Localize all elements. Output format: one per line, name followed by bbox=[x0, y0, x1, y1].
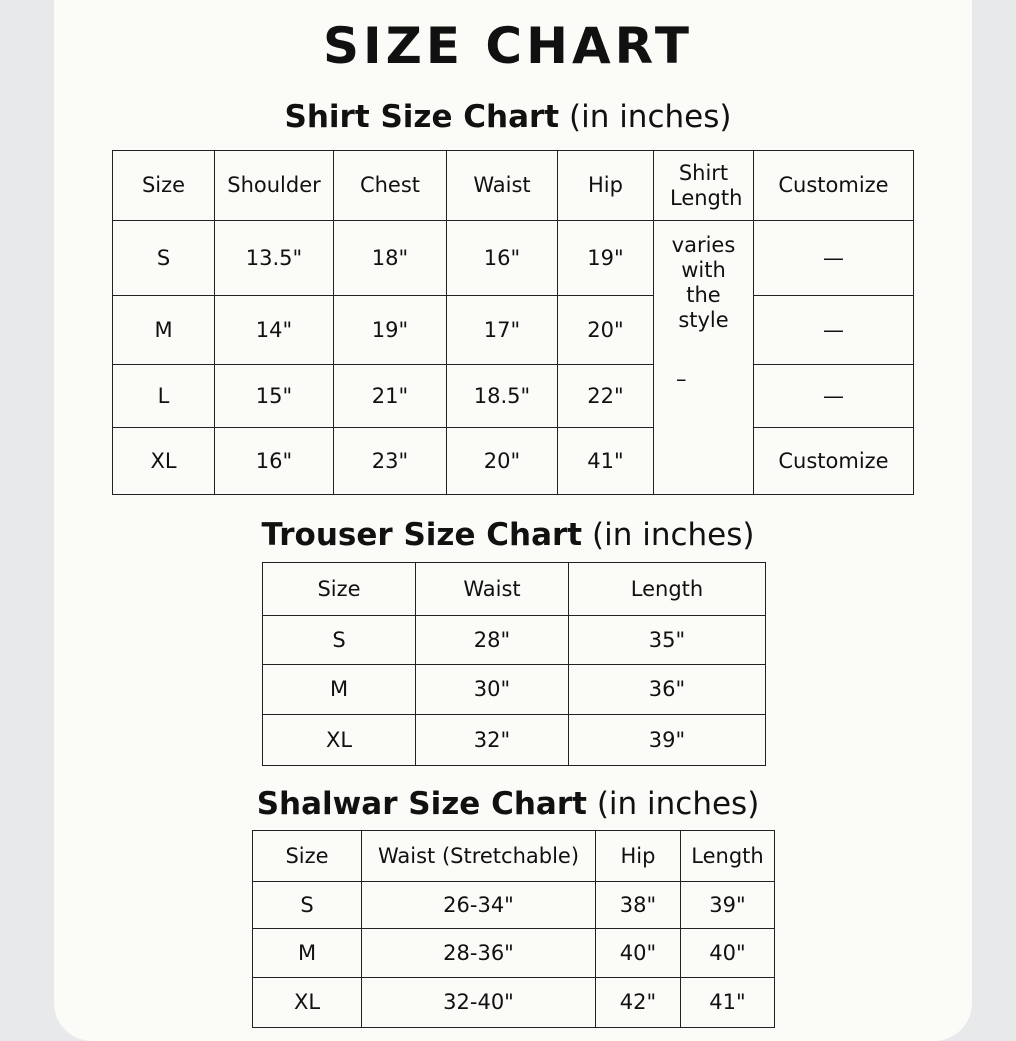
cell-waist: 30" bbox=[416, 665, 569, 715]
cell-shoulder: 16" bbox=[215, 428, 334, 495]
cell-chest: 19" bbox=[334, 296, 447, 365]
table-row bbox=[263, 715, 766, 766]
header-size: Size bbox=[253, 831, 362, 882]
trouser-chart-title-unit: (in inches) bbox=[592, 517, 755, 553]
header-hip: Hip bbox=[558, 151, 654, 221]
cell-waist: 28-36" bbox=[362, 929, 596, 978]
cell-length: 41" bbox=[681, 978, 775, 1028]
cell-customize: — bbox=[754, 296, 914, 365]
table-row bbox=[113, 365, 914, 428]
cell-hip: 41" bbox=[558, 428, 654, 495]
cell-chest: 18" bbox=[334, 221, 447, 296]
shirt-chart-title bbox=[0, 97, 1016, 137]
cell-size: S bbox=[253, 882, 362, 929]
cell-length: 36" bbox=[569, 665, 766, 715]
table-header-row bbox=[263, 563, 766, 616]
table-row bbox=[253, 978, 775, 1028]
shirt-length-dash: – bbox=[676, 367, 687, 391]
cell-size: M bbox=[263, 665, 416, 715]
shirt-chart-title-main: Shirt Size Chart bbox=[284, 99, 560, 135]
cell-length: 40" bbox=[681, 929, 775, 978]
cell-waist: 17" bbox=[447, 296, 558, 365]
header-customize: Customize bbox=[754, 151, 914, 221]
header-chest: Chest bbox=[334, 151, 447, 221]
cell-waist: 26-34" bbox=[362, 882, 596, 929]
cell-size: XL bbox=[113, 428, 215, 495]
header-waist-stretchable: Waist (Stretchable) bbox=[362, 831, 596, 882]
cell-waist: 20" bbox=[447, 428, 558, 495]
cell-size: S bbox=[113, 221, 215, 296]
cell-size: S bbox=[263, 616, 416, 665]
cell-size: XL bbox=[263, 715, 416, 766]
header-shoulder: Shoulder bbox=[215, 151, 334, 221]
cell-hip: 42" bbox=[596, 978, 681, 1028]
cell-size: L bbox=[113, 365, 215, 428]
cell-waist: 32" bbox=[416, 715, 569, 766]
trouser-chart-title bbox=[0, 515, 1016, 555]
cell-shoulder: 15" bbox=[215, 365, 334, 428]
cell-hip: 40" bbox=[596, 929, 681, 978]
cell-chest: 21" bbox=[334, 365, 447, 428]
cell-customize: Customize bbox=[754, 428, 914, 495]
shirt-size-table bbox=[112, 150, 914, 495]
cell-customize: — bbox=[754, 365, 914, 428]
cell-hip: 22" bbox=[558, 365, 654, 428]
cell-size: XL bbox=[253, 978, 362, 1028]
cell-chest: 23" bbox=[334, 428, 447, 495]
trouser-size-table bbox=[262, 562, 766, 766]
cell-waist: 18.5" bbox=[447, 365, 558, 428]
header-length: Length bbox=[569, 563, 766, 616]
cell-length: 39" bbox=[569, 715, 766, 766]
cell-size: M bbox=[253, 929, 362, 978]
table-row bbox=[113, 221, 914, 296]
cell-customize: — bbox=[754, 221, 914, 296]
table-row bbox=[263, 616, 766, 665]
cell-length: 35" bbox=[569, 616, 766, 665]
shalwar-size-table bbox=[252, 830, 775, 1028]
cell-hip: 38" bbox=[596, 882, 681, 929]
cell-size: M bbox=[113, 296, 215, 365]
header-waist: Waist bbox=[416, 563, 569, 616]
cell-hip: 19" bbox=[558, 221, 654, 296]
cell-waist: 32-40" bbox=[362, 978, 596, 1028]
header-waist: Waist bbox=[447, 151, 558, 221]
header-size: Size bbox=[113, 151, 215, 221]
table-row bbox=[253, 882, 775, 929]
shirt-chart-title-unit: (in inches) bbox=[568, 99, 732, 135]
table-header-row bbox=[253, 831, 775, 882]
shalwar-chart-title-unit: (in inches) bbox=[596, 786, 760, 822]
table-header-row bbox=[113, 151, 914, 221]
shirt-length-note: varies with the style bbox=[671, 233, 736, 332]
table-row bbox=[113, 296, 914, 365]
page-title: SIZE CHART bbox=[322, 17, 694, 75]
cell-hip: 20" bbox=[558, 296, 654, 365]
header-shirt-length: Shirt Length bbox=[654, 151, 754, 221]
header-length: Length bbox=[681, 831, 775, 882]
shalwar-chart-title-main: Shalwar Size Chart bbox=[256, 786, 587, 822]
trouser-chart-title-main: Trouser Size Chart bbox=[261, 517, 583, 553]
cell-shoulder: 14" bbox=[215, 296, 334, 365]
header-size: Size bbox=[263, 563, 416, 616]
table-row bbox=[253, 929, 775, 978]
cell-shoulder: 13.5" bbox=[215, 221, 334, 296]
cell-length: 39" bbox=[681, 882, 775, 929]
cell-shirt-length bbox=[654, 221, 754, 495]
header-hip: Hip bbox=[596, 831, 681, 882]
shalwar-chart-title bbox=[0, 784, 1016, 824]
cell-waist: 28" bbox=[416, 616, 569, 665]
table-row bbox=[113, 428, 914, 495]
table-row bbox=[263, 665, 766, 715]
cell-waist: 16" bbox=[447, 221, 558, 296]
